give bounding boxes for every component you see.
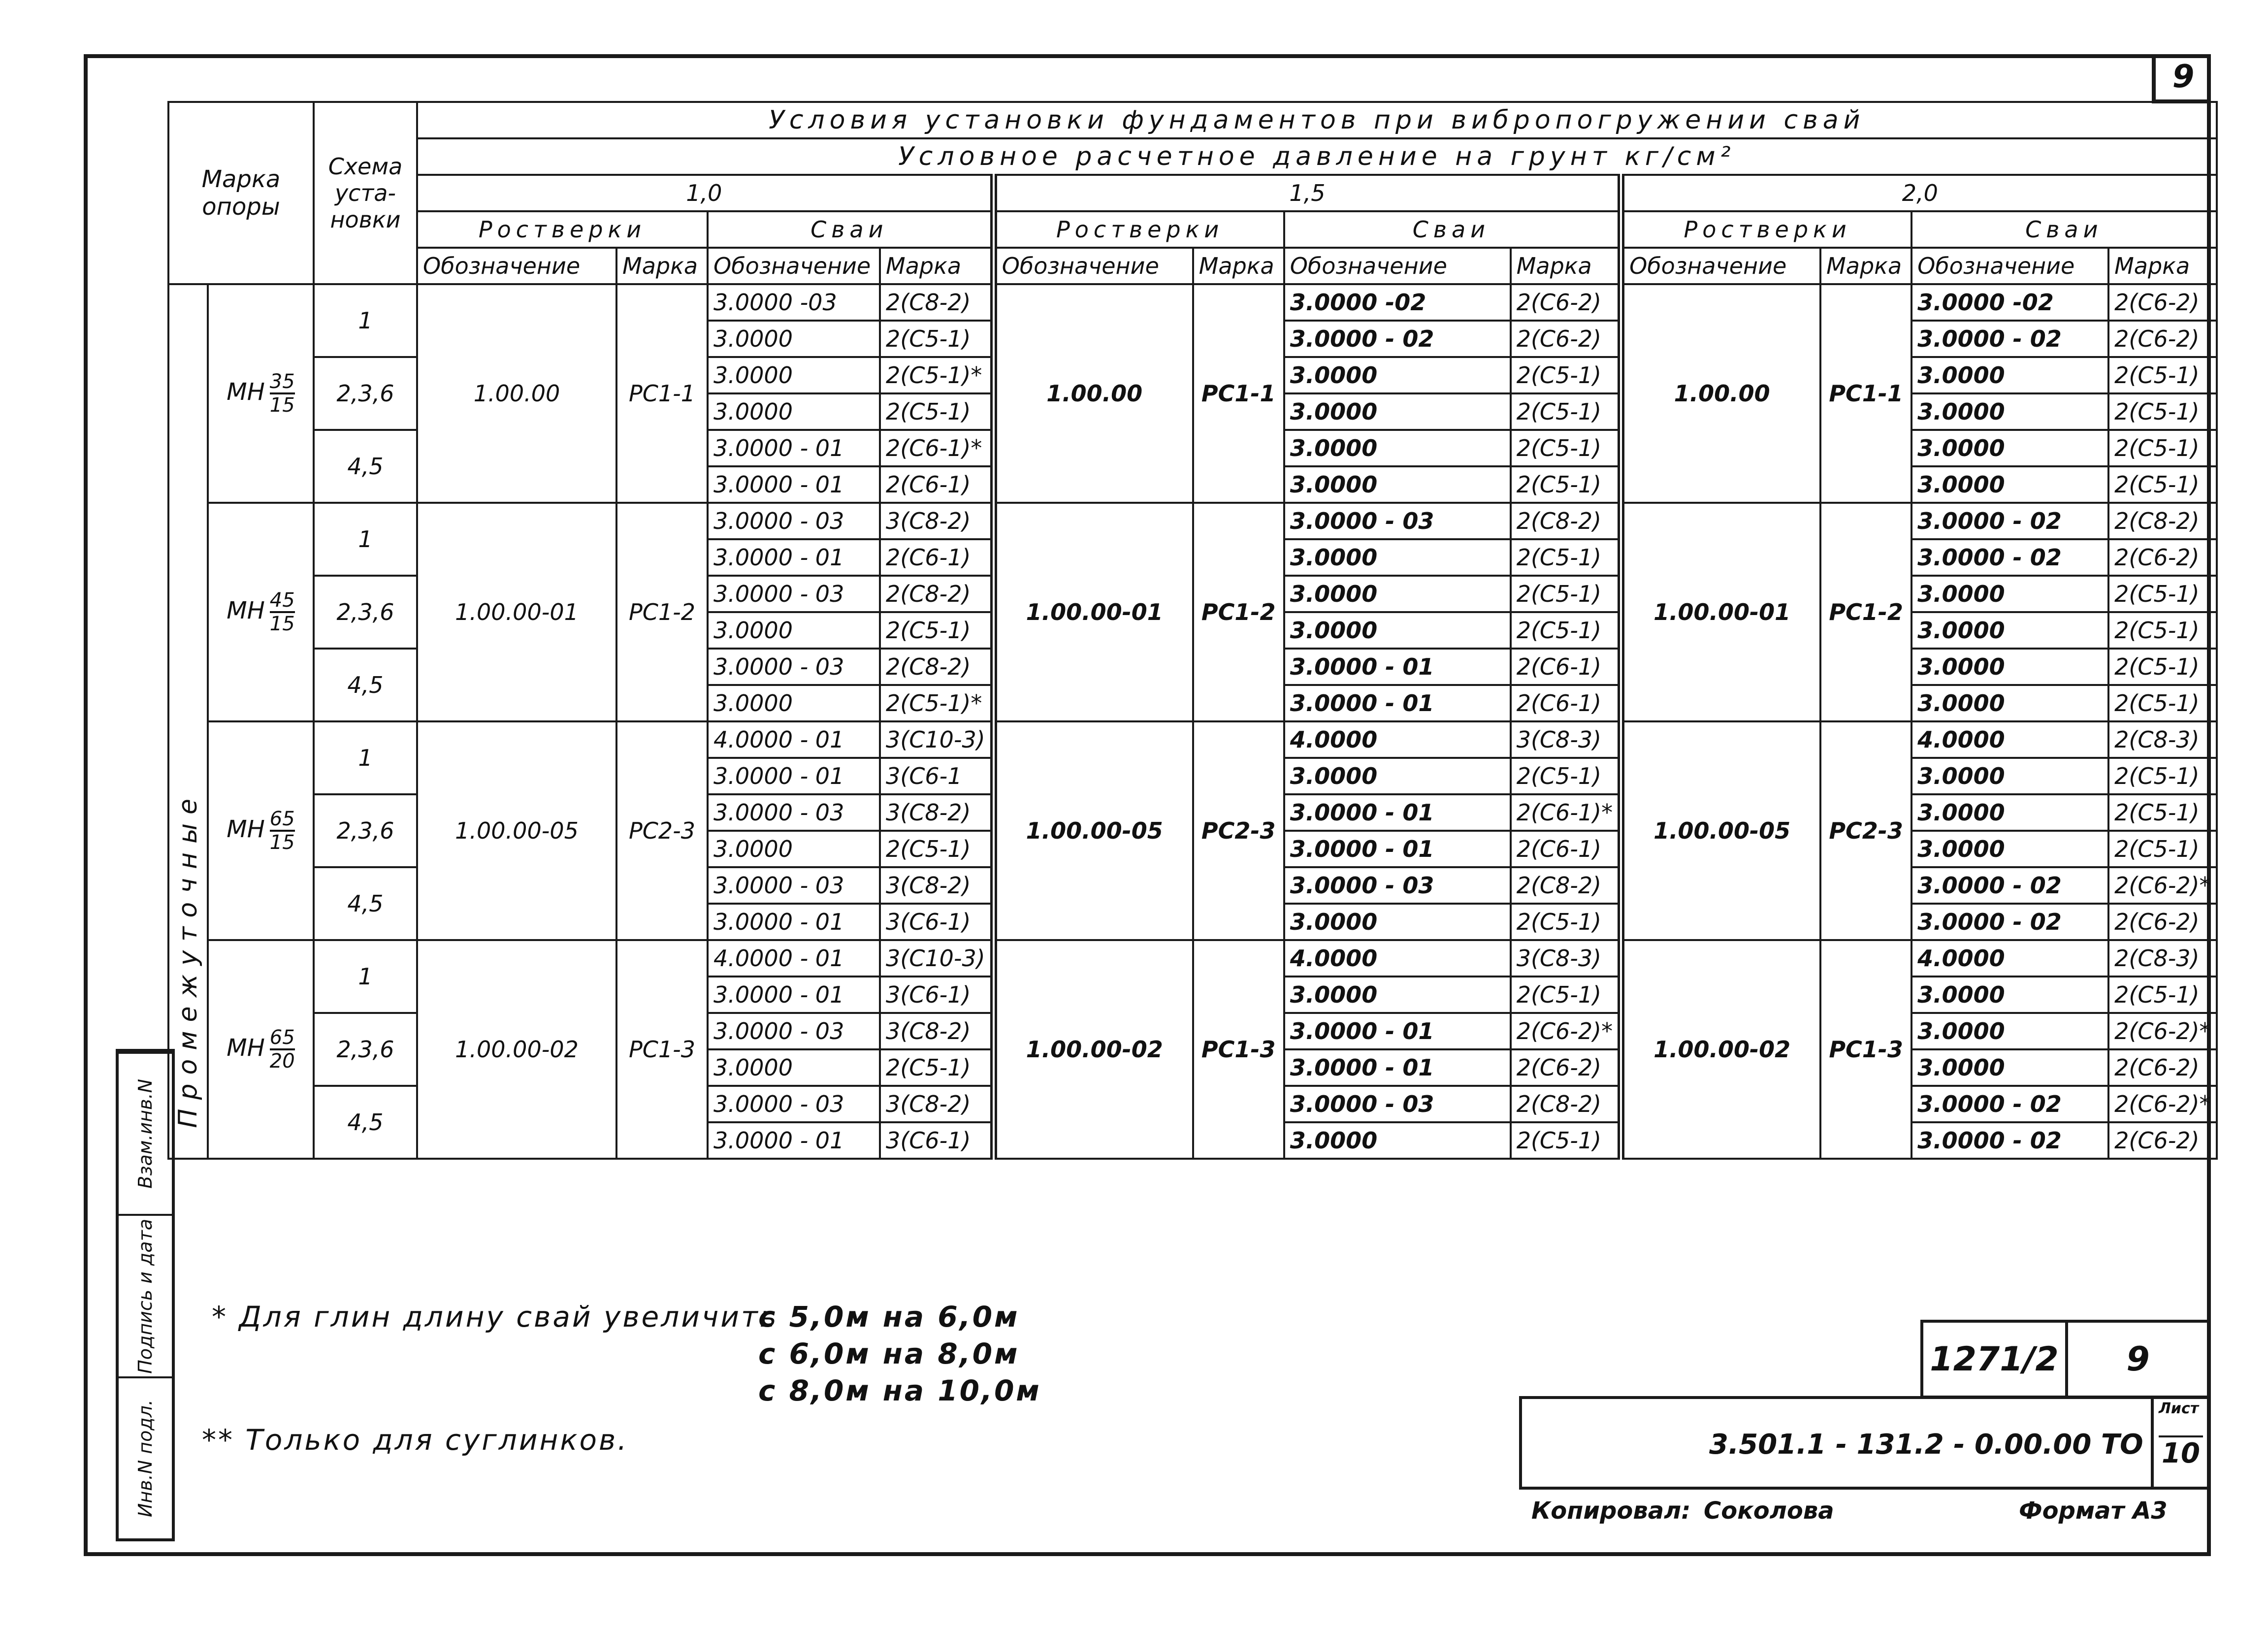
support-denominator: 15 <box>269 831 295 854</box>
pile-marka: 3(С6-1) <box>880 1122 994 1159</box>
marka-header: Марка <box>2108 248 2216 284</box>
rostverk-oboz: 1.00.00 <box>1621 284 1820 503</box>
pile-marka: 2(С6-2) <box>2108 539 2216 576</box>
support-fraction <box>270 589 295 635</box>
support-mark <box>208 284 314 503</box>
support-fraction <box>270 371 295 416</box>
rostverk-oboz: 1.00.00-02 <box>1621 940 1820 1159</box>
pile-oboz: 4.0000 <box>1912 721 2108 758</box>
pile-oboz: 3.0000 <box>1912 1013 2108 1049</box>
doc-number: 1271/2 <box>1920 1320 2068 1399</box>
pile-marka: 3(С8-2) <box>880 1086 994 1122</box>
pile-oboz: 3.0000 - 01 <box>1284 1049 1511 1086</box>
pile-oboz: 3.0000 - 02 <box>1912 867 2108 904</box>
pile-oboz: 3.0000 <box>1284 977 1511 1013</box>
pile-oboz: 3.0000 - 01 <box>1284 685 1511 721</box>
support-mark <box>208 721 314 940</box>
support-numerator: 65 <box>270 1027 295 1050</box>
pile-oboz: 3.0000 <box>1912 430 2108 466</box>
support-numerator: 35 <box>270 371 295 394</box>
support-prefix: МН <box>227 815 265 843</box>
col-header-schema: Схема уста-новки <box>314 102 417 284</box>
oboz-header: Обозначение <box>1621 248 1820 284</box>
scheme-cell: 1 <box>314 721 417 794</box>
pile-marka: 2(С5-1) <box>2108 430 2216 466</box>
pile-marka: 2(С5-1) <box>880 393 994 430</box>
pile-oboz: 3.0000 <box>1284 576 1511 612</box>
rostverk-marka: РС1-1 <box>1193 284 1284 503</box>
scheme-cell: 2,3,6 <box>314 357 417 430</box>
rostverk-marka: РС1-3 <box>1820 940 1912 1159</box>
title-block <box>1519 1396 2211 1490</box>
pile-marka: 2(С5-1) <box>1511 393 1621 430</box>
pile-oboz: 3.0000 - 01 <box>1284 794 1511 831</box>
oboz-header: Обозначение <box>1912 248 2108 284</box>
pile-marka: 3(С8-2) <box>880 1013 994 1049</box>
pile-oboz: 3.0000 <box>1284 612 1511 649</box>
support-prefix: МН <box>227 1034 265 1062</box>
pile-oboz: 4.0000 - 01 <box>708 721 880 758</box>
pile-oboz: 4.0000 - 01 <box>708 940 880 977</box>
note-1-lead: * Для глин длину свай увеличить <box>212 1300 778 1334</box>
marka-header: Марка <box>1820 248 1912 284</box>
pile-marka: 2(С6-1)* <box>1511 794 1621 831</box>
pile-marka: 2(С8-2) <box>1511 503 1621 539</box>
pile-oboz: 3.0000 - 01 <box>708 904 880 940</box>
pile-marka: 2(С6-2) <box>1511 284 1621 321</box>
pile-marka: 2(С6-2) <box>2108 1122 2216 1159</box>
marka-header: Марка <box>616 248 708 284</box>
pile-oboz: 3.0000 - 03 <box>1284 503 1511 539</box>
pile-marka: 3(С6-1) <box>880 904 994 940</box>
pressure-3: 2,0 <box>1621 175 2216 211</box>
pile-marka: 2(С6-1) <box>1511 649 1621 685</box>
pile-oboz: 3.0000 - 02 <box>1912 539 2108 576</box>
pile-oboz: 3.0000 - 01 <box>708 1122 880 1159</box>
pile-marka: 3(С10-3) <box>880 940 994 977</box>
pile-marka: 2(С6-2) <box>2108 284 2216 321</box>
pile-oboz: 3.0000 - 03 <box>708 1086 880 1122</box>
pile-marka: 2(С5-1) <box>2108 393 2216 430</box>
pile-oboz: 3.0000 - 03 <box>708 794 880 831</box>
pile-oboz: 3.0000 -02 <box>1284 284 1511 321</box>
support-numerator: 65 <box>270 808 295 832</box>
pile-marka: 2(С5-1) <box>1511 1122 1621 1159</box>
marka-header: Марка <box>880 248 994 284</box>
pile-marka: 2(С5-1) <box>2108 977 2216 1013</box>
rostverk-marka: РС1-3 <box>1193 940 1284 1159</box>
pile-marka: 2(С5-1) <box>2108 685 2216 721</box>
pile-marka: 2(С6-2) <box>2108 321 2216 357</box>
pile-marka: 2(С8-2) <box>1511 867 1621 904</box>
pile-marka: 2(С6-2)* <box>2108 867 2216 904</box>
pile-marka: 2(С6-1) <box>880 539 994 576</box>
scheme-cell: 4,5 <box>314 867 417 940</box>
rostverk-oboz: 1.00.00-05 <box>1621 721 1820 940</box>
pile-oboz: 3.0000 <box>1912 357 2108 393</box>
scheme-cell: 2,3,6 <box>314 794 417 867</box>
support-denominator: 15 <box>269 394 295 417</box>
side-stamp-label: Инв.N подл. <box>134 1399 156 1517</box>
side-stamp-cell <box>119 1214 172 1376</box>
copied-label: Копировал: <box>1531 1497 1691 1525</box>
support-fraction <box>270 1027 295 1072</box>
pile-marka: 2(С5-1) <box>2108 794 2216 831</box>
rostverki-header-3: Ростверки <box>1621 211 1912 248</box>
support-numerator: 45 <box>270 589 295 613</box>
note-1-line: с 5,0м на 6,0м <box>758 1300 1020 1334</box>
pile-oboz: 3.0000 <box>708 831 880 867</box>
scheme-cell: 2,3,6 <box>314 1013 417 1086</box>
rostverk-oboz: 1.00.00 <box>417 284 616 503</box>
pile-marka: 2(С6-2) <box>1511 321 1621 357</box>
copied-by: Соколова <box>1704 1497 1834 1525</box>
pile-oboz: 3.0000 <box>708 1049 880 1086</box>
pile-oboz: 3.0000 - 01 <box>1284 1013 1511 1049</box>
pile-oboz: 3.0000 - 02 <box>1912 321 2108 357</box>
rostverk-marka: РС1-2 <box>616 503 708 721</box>
rostverk-oboz: 1.00.00-01 <box>994 503 1193 721</box>
support-mark <box>208 940 314 1159</box>
pile-oboz: 3.0000 <box>1912 466 2108 503</box>
pile-oboz: 3.0000 <box>1912 685 2108 721</box>
pile-oboz: 3.0000 - 02 <box>1912 1122 2108 1159</box>
pile-oboz: 3.0000 - 03 <box>1284 1086 1511 1122</box>
pile-marka: 2(С6-2) <box>2108 1049 2216 1086</box>
pile-marka: 2(С5-1) <box>1511 430 1621 466</box>
pile-marka: 2(С6-1)* <box>880 430 994 466</box>
side-stamp-cell <box>119 1376 172 1538</box>
table-row <box>168 721 2217 758</box>
pile-marka: 2(С5-1) <box>2108 357 2216 393</box>
rostverk-oboz: 1.00.00-01 <box>1621 503 1820 721</box>
pile-oboz: 3.0000 <box>708 321 880 357</box>
pile-marka: 2(С5-1) <box>1511 904 1621 940</box>
pile-oboz: 3.0000 <box>1284 539 1511 576</box>
pile-marka: 3(С8-2) <box>880 867 994 904</box>
pile-marka: 2(С8-3) <box>2108 940 2216 977</box>
pile-oboz: 3.0000 - 02 <box>1912 503 2108 539</box>
pile-marka: 2(С8-2) <box>880 576 994 612</box>
note-1-line: с 6,0м на 8,0м <box>758 1337 1020 1370</box>
col-header-marka: Марка опоры <box>168 102 314 284</box>
pile-marka: 2(С5-1) <box>1511 612 1621 649</box>
format-label: Формат А3 <box>2019 1497 2168 1525</box>
rostverk-oboz: 1.00.00 <box>994 284 1193 503</box>
pile-marka: 3(С6-1 <box>880 758 994 794</box>
table-row <box>168 940 2217 977</box>
rostverk-oboz: 1.00.00-02 <box>994 940 1193 1159</box>
pile-marka: 2(С6-1) <box>880 466 994 503</box>
pile-oboz: 3.0000 <box>1912 758 2108 794</box>
pile-oboz: 3.0000 - 02 <box>1284 321 1511 357</box>
pile-marka: 2(С5-1) <box>1511 466 1621 503</box>
pile-marka: 2(С6-1) <box>1511 831 1621 867</box>
rostverk-marka: РС1-3 <box>616 940 708 1159</box>
pile-oboz: 3.0000 <box>1912 831 2108 867</box>
support-fraction <box>270 808 295 853</box>
pile-oboz: 3.0000 <box>708 393 880 430</box>
pile-oboz: 3.0000 - 02 <box>1912 904 2108 940</box>
svai-header-3: Сваи <box>1912 211 2216 248</box>
pile-oboz: 3.0000 <box>1912 794 2108 831</box>
group-label: Промежуточные <box>173 790 203 1128</box>
pile-oboz: 3.0000 <box>1912 576 2108 612</box>
scheme-cell: 1 <box>314 503 417 576</box>
rostverk-oboz: 1.00.00-01 <box>417 503 616 721</box>
pressure-1: 1,0 <box>417 175 994 211</box>
table-subtitle: Условное расчетное давление на грунт кг/см² <box>417 138 2217 175</box>
support-mark <box>208 503 314 721</box>
marka-header: Марка <box>1193 248 1284 284</box>
rostverk-marka: РС2-3 <box>616 721 708 940</box>
pile-marka: 2(С5-1) <box>1511 977 1621 1013</box>
table-row <box>168 284 2217 321</box>
pile-oboz: 3.0000 - 01 <box>708 539 880 576</box>
oboz-header: Обозначение <box>1284 248 1511 284</box>
rostverk-marka: РС1-1 <box>616 284 708 503</box>
pile-marka: 3(С8-2) <box>880 503 994 539</box>
svai-header-2: Сваи <box>1284 211 1621 248</box>
page-number: 9 <box>2152 54 2211 103</box>
pile-oboz: 3.0000 <box>708 357 880 393</box>
pile-oboz: 3.0000 <box>1284 430 1511 466</box>
rostverk-marka: РС2-3 <box>1193 721 1284 940</box>
pile-oboz: 3.0000 - 03 <box>1284 867 1511 904</box>
pile-oboz: 3.0000 - 01 <box>708 758 880 794</box>
pile-oboz: 3.0000 - 01 <box>708 977 880 1013</box>
scheme-cell: 2,3,6 <box>314 576 417 649</box>
rostverk-oboz: 1.00.00-02 <box>417 940 616 1159</box>
rostverk-marka: РС1-2 <box>1820 503 1912 721</box>
scheme-cell: 1 <box>314 940 417 1013</box>
pile-oboz: 3.0000 <box>1912 393 2108 430</box>
note-1-line: с 8,0м на 10,0м <box>758 1374 1041 1407</box>
side-stamp-cell <box>119 1052 172 1214</box>
rostverki-header-1: Ростверки <box>417 211 708 248</box>
oboz-header: Обозначение <box>708 248 880 284</box>
sheet-box <box>2151 1399 2208 1490</box>
scheme-cell: 4,5 <box>314 1086 417 1159</box>
pile-oboz: 3.0000 - 01 <box>1284 649 1511 685</box>
pile-oboz: 3.0000 - 03 <box>708 1013 880 1049</box>
pile-marka: 2(С6-1) <box>1511 685 1621 721</box>
pile-marka: 3(С8-3) <box>1511 940 1621 977</box>
pile-marka: 2(С6-2) <box>1511 1049 1621 1086</box>
pile-marka: 2(С5-1) <box>2108 649 2216 685</box>
pile-marka: 2(С8-2) <box>1511 1086 1621 1122</box>
scheme-cell: 1 <box>314 284 417 357</box>
pile-oboz: 3.0000 <box>1912 977 2108 1013</box>
pile-oboz: 3.0000 <box>1912 1049 2108 1086</box>
pressure-2: 1,5 <box>994 175 1621 211</box>
support-prefix: МН <box>227 378 265 406</box>
rostverk-marka: РС1-2 <box>1193 503 1284 721</box>
pile-oboz: 3.0000 -02 <box>1912 284 2108 321</box>
pile-marka: 2(С5-1) <box>880 1049 994 1086</box>
rostverk-oboz: 1.00.00-05 <box>417 721 616 940</box>
pile-oboz: 3.0000 <box>1284 758 1511 794</box>
pile-oboz: 4.0000 <box>1912 940 2108 977</box>
table-row <box>168 503 2217 539</box>
pile-marka: 2(С5-1) <box>1511 758 1621 794</box>
pile-oboz: 3.0000 - 03 <box>708 867 880 904</box>
pile-marka: 2(С5-1)* <box>880 685 994 721</box>
pile-marka: 2(С5-1)* <box>880 357 994 393</box>
pile-marka: 3(С8-3) <box>1511 721 1621 758</box>
pile-marka: 2(С6-2)* <box>2108 1086 2216 1122</box>
pile-oboz: 4.0000 <box>1284 721 1511 758</box>
pile-oboz: 3.0000 -03 <box>708 284 880 321</box>
svai-header-1: Сваи <box>708 211 994 248</box>
side-stamp <box>116 1049 175 1541</box>
pile-marka: 3(С8-2) <box>880 794 994 831</box>
pile-marka: 2(С8-2) <box>2108 503 2216 539</box>
rostverk-marka: РС2-3 <box>1820 721 1912 940</box>
pile-oboz: 3.0000 <box>708 612 880 649</box>
pile-oboz: 3.0000 <box>1284 1122 1511 1159</box>
pile-oboz: 3.0000 - 01 <box>708 430 880 466</box>
pile-marka: 2(С8-2) <box>880 284 994 321</box>
pile-marka: 2(С5-1) <box>2108 466 2216 503</box>
pile-oboz: 3.0000 <box>1284 904 1511 940</box>
support-prefix: МН <box>227 597 265 624</box>
pile-marka: 2(С6-2)* <box>2108 1013 2216 1049</box>
pile-oboz: 3.0000 <box>708 685 880 721</box>
oboz-header: Обозначение <box>417 248 616 284</box>
pile-oboz: 3.0000 - 03 <box>708 503 880 539</box>
pile-marka: 2(С5-1) <box>1511 539 1621 576</box>
side-stamp-label: Подпись и дата <box>134 1218 156 1374</box>
pile-marka: 3(С6-1) <box>880 977 994 1013</box>
pile-marka: 2(С6-2) <box>2108 904 2216 940</box>
note-2: ** Только для суглинков. <box>202 1423 629 1457</box>
rostverk-oboz: 1.00.00-05 <box>994 721 1193 940</box>
scheme-cell: 4,5 <box>314 430 417 503</box>
pile-marka: 2(С6-2)* <box>1511 1013 1621 1049</box>
support-denominator: 15 <box>269 613 295 635</box>
sheet-value: 10 <box>2159 1435 2203 1469</box>
table-title: Условия установки фундаментов при вибропогружении свай <box>417 102 2217 138</box>
pile-oboz: 3.0000 <box>1284 393 1511 430</box>
side-stamp-label: Взам.инв.N <box>134 1079 156 1189</box>
pile-oboz: 3.0000 <box>1912 649 2108 685</box>
pile-oboz: 4.0000 <box>1284 940 1511 977</box>
pile-oboz: 3.0000 - 03 <box>708 649 880 685</box>
pile-marka: 2(С5-1) <box>880 831 994 867</box>
pile-oboz: 3.0000 - 02 <box>1912 1086 2108 1122</box>
pile-marka: 3(С10-3) <box>880 721 994 758</box>
pile-oboz: 3.0000 <box>1912 612 2108 649</box>
oboz-header: Обозначение <box>994 248 1193 284</box>
pile-marka: 2(С5-1) <box>880 612 994 649</box>
pile-marka: 2(С8-2) <box>880 649 994 685</box>
foundation-table <box>167 101 2218 1160</box>
pile-oboz: 3.0000 - 01 <box>1284 831 1511 867</box>
marka-header: Марка <box>1511 248 1621 284</box>
pile-oboz: 3.0000 - 03 <box>708 576 880 612</box>
document-code: 3.501.1 - 131.2 - 0.00.00 ТО <box>1709 1429 2143 1461</box>
pile-marka: 2(С5-1) <box>1511 576 1621 612</box>
pile-marka: 2(С5-1) <box>2108 612 2216 649</box>
pile-marka: 2(С5-1) <box>2108 831 2216 867</box>
support-denominator: 20 <box>269 1050 295 1073</box>
pile-oboz: 3.0000 <box>1284 466 1511 503</box>
rostverki-header-2: Ростверки <box>994 211 1284 248</box>
pile-marka: 2(С5-1) <box>880 321 994 357</box>
doc-sheet-number: 9 <box>2068 1320 2211 1399</box>
pile-oboz: 3.0000 <box>1284 357 1511 393</box>
group-label-cell <box>168 284 208 1159</box>
pile-marka: 2(С5-1) <box>2108 576 2216 612</box>
pile-oboz: 3.0000 - 01 <box>708 466 880 503</box>
rostverk-marka: РС1-1 <box>1820 284 1912 503</box>
sheet-label: Лист <box>2159 1400 2199 1417</box>
pile-marka: 2(С5-1) <box>2108 758 2216 794</box>
pile-marka: 2(С5-1) <box>1511 357 1621 393</box>
pile-marka: 2(С8-3) <box>2108 721 2216 758</box>
scheme-cell: 4,5 <box>314 649 417 721</box>
